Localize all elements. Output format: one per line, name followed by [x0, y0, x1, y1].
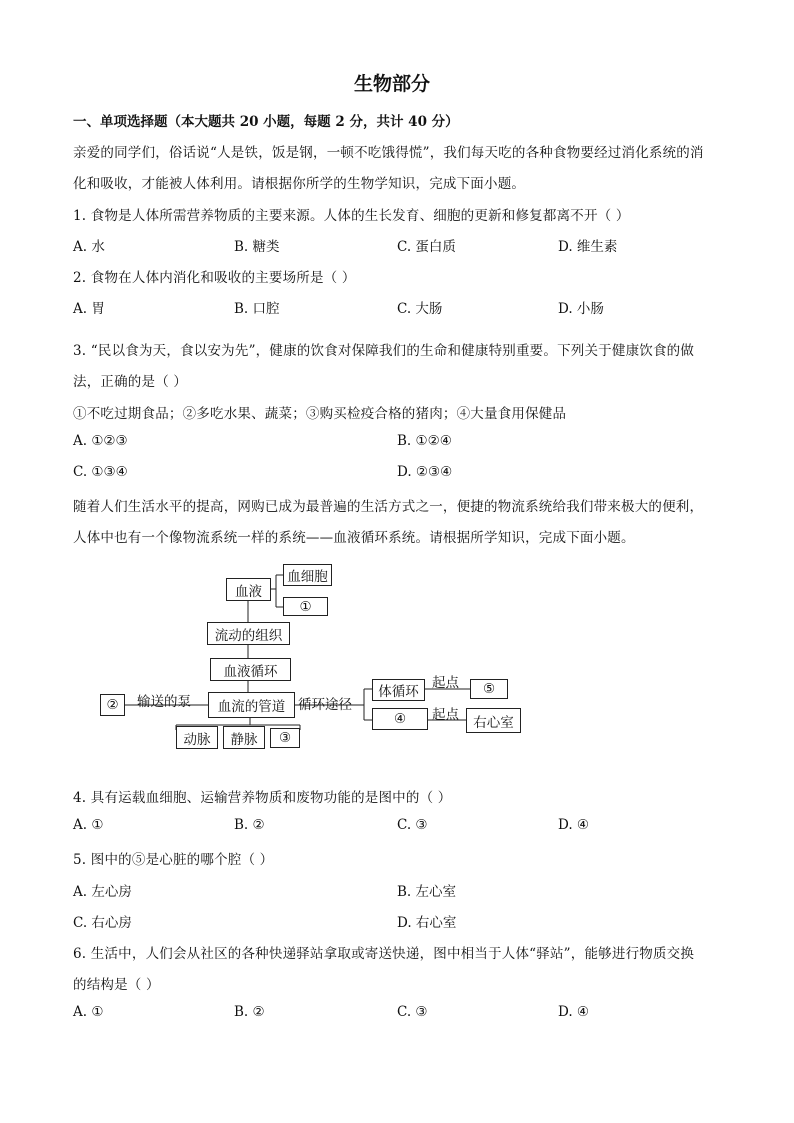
question-5-stem: 5. 图中的⑤是心脏的哪个腔（ ） — [73, 852, 274, 868]
q2-option-c[interactable]: C. 大肠 — [397, 301, 443, 317]
blank-box-1: ① — [283, 597, 328, 616]
question-3-stem-line2: 法，正确的是（ ） — [73, 374, 188, 390]
start-point-label-2: 起点 — [432, 707, 459, 723]
blood-cells-box: 血细胞 — [283, 564, 332, 586]
question-1-stem: 1. 食物是人体所需营养物质的主要来源。人体的生长发育、细胞的更新和修复都离不开（ ） — [73, 208, 630, 224]
question-3-statements: ①不吃过期食品；②多吃水果、蔬菜；③购买检疫合格的猪肉；④大量食用保健品 — [73, 406, 567, 422]
q6-option-d[interactable]: D. ④ — [558, 1004, 590, 1020]
circulation-route-label: 循环途径 — [298, 697, 352, 713]
blank-box-5: ⑤ — [470, 679, 508, 699]
blood-circulation-box: 血液循环 — [210, 658, 291, 681]
q4-option-b[interactable]: B. ② — [234, 817, 265, 833]
q1-option-d[interactable]: D. 维生素 — [558, 239, 618, 255]
question-2-stem: 2. 食物在人体内消化和吸收的主要场所是（ ） — [73, 270, 356, 286]
artery-box: 动脉 — [176, 726, 218, 749]
start-point-label-1: 起点 — [432, 675, 459, 691]
q2-option-d[interactable]: D. 小肠 — [558, 301, 604, 317]
q3-option-c[interactable]: C. ①③④ — [73, 464, 128, 480]
blank-box-2: ② — [100, 694, 125, 716]
blood-vessels-box: 血流的管道 — [208, 692, 295, 718]
q1-option-a[interactable]: A. 水 — [73, 239, 105, 255]
q2-option-a[interactable]: A. 胃 — [73, 301, 105, 317]
question-6-stem-line2: 的结构是（ ） — [73, 977, 160, 993]
q4-option-c[interactable]: C. ③ — [397, 817, 428, 833]
question-4-stem: 4. 具有运载血细胞、运输营养物质和废物功能的是图中的（ ） — [73, 790, 452, 806]
question-6-stem-line1: 6. 生活中，人们会从社区的各种快递驿站拿取或寄送快递，图中相当于人体“驿站”，能够进行物质交换 — [73, 946, 695, 962]
blank-box-3: ③ — [270, 728, 300, 748]
systemic-circulation-box: 体循环 — [372, 679, 425, 701]
flowing-tissue-box: 流动的组织 — [207, 622, 290, 645]
q3-option-a[interactable]: A. ①②③ — [73, 433, 128, 449]
section-heading: 一、单项选择题（本大题共 20 小题，每题 2 分，共计 40 分） — [73, 114, 459, 130]
q3-option-b[interactable]: B. ①②④ — [397, 433, 452, 449]
pump-label: 输送的泵 — [137, 694, 191, 710]
q3-option-d[interactable]: D. ②③④ — [397, 464, 453, 480]
q2-option-b[interactable]: B. 口腔 — [234, 301, 280, 317]
q4-option-a[interactable]: A. ① — [73, 817, 104, 833]
intro1-line2: 化和吸收，才能被人体利用。请根据你所学的生物学知识，完成下面小题。 — [73, 176, 526, 192]
intro1-line1: 亲爱的同学们，俗话说“人是铁，饭是钢，一顿不吃饿得慌”，我们每天吃的各种食物要经过消化系统的消 — [73, 145, 704, 161]
q1-option-c[interactable]: C. 蛋白质 — [397, 239, 456, 255]
intro2-line1: 随着人们生活水平的提高，网购已成为最普遍的生活方式之一，便捷的物流系统给我们带来极大的便利， — [73, 499, 704, 515]
blood-box: 血液 — [226, 578, 271, 601]
right-ventricle-box: 右心室 — [466, 708, 521, 733]
q6-option-b[interactable]: B. ② — [234, 1004, 265, 1020]
q5-option-b[interactable]: B. 左心室 — [397, 884, 457, 900]
page-title: 生物部分 — [354, 73, 431, 95]
q4-option-d[interactable]: D. ④ — [558, 817, 590, 833]
q6-option-a[interactable]: A. ① — [73, 1004, 104, 1020]
q1-option-b[interactable]: B. 糖类 — [234, 239, 280, 255]
blank-box-4: ④ — [372, 708, 428, 730]
q5-option-c[interactable]: C. 右心房 — [73, 915, 132, 931]
question-3-stem-line1: 3. “民以食为天，食以安为先”，健康的饮食对保障我们的生命和健康特别重要。下列关于健康饮食的做 — [73, 343, 695, 359]
q6-option-c[interactable]: C. ③ — [397, 1004, 428, 1020]
q5-option-a[interactable]: A. 左心房 — [73, 884, 132, 900]
vein-box: 静脉 — [223, 726, 265, 749]
q5-option-d[interactable]: D. 右心室 — [397, 915, 457, 931]
intro2-line2: 人体中也有一个像物流系统一样的系统——血液循环系统。请根据所学知识，完成下面小题。 — [73, 530, 635, 546]
